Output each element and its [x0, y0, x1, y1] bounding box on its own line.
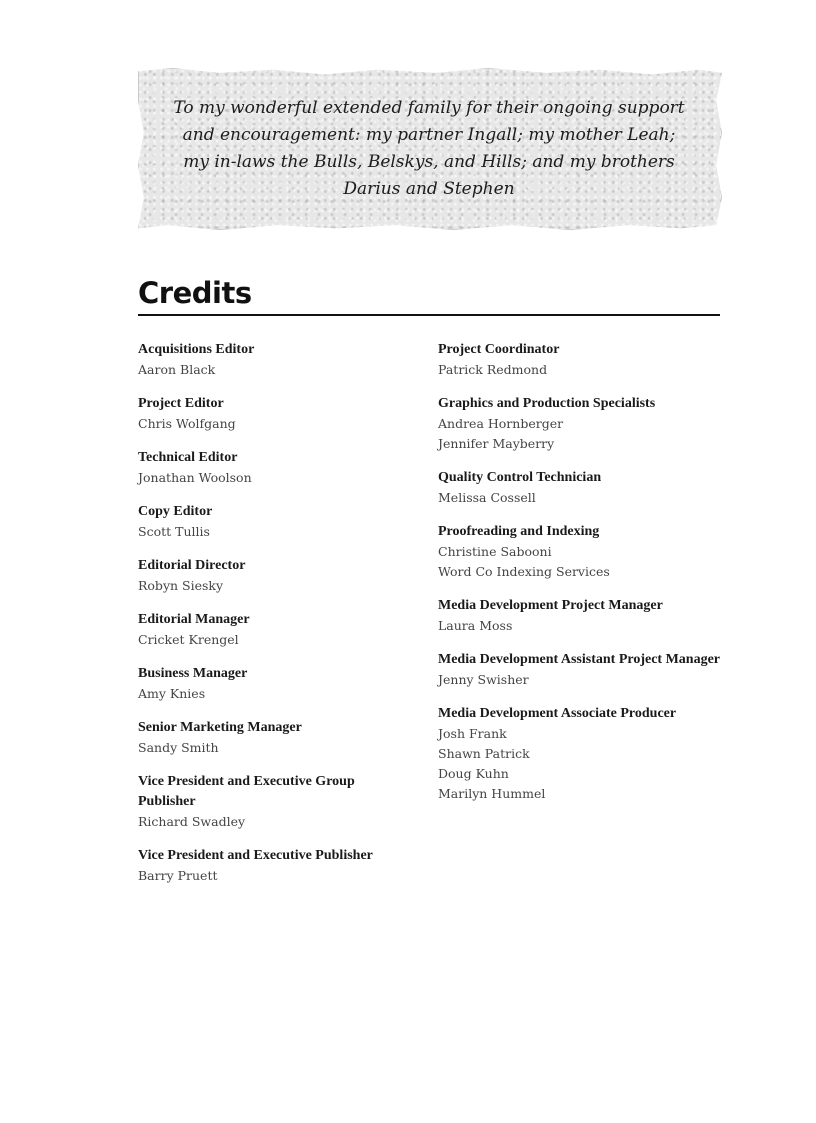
credit-name: Shawn Patrick [438, 746, 530, 761]
credit-name: Laura Moss [438, 618, 513, 633]
credit-role: Vice President and Executive Group Publisher [138, 774, 355, 809]
credit-entry [138, 610, 388, 650]
credit-role: Media Development Associate Producer [438, 706, 677, 721]
credit-role: Proofreading and Indexing [438, 524, 600, 539]
credit-name: Jonathan Woolson [138, 470, 252, 485]
credit-entry [138, 340, 388, 380]
credit-entry [438, 340, 728, 380]
credit-entry [138, 502, 388, 542]
credit-role: Quality Control Technician [438, 470, 602, 485]
credit-entry [438, 596, 728, 636]
credits-right-column [438, 340, 728, 818]
dedication-text [138, 95, 720, 203]
credit-name: Marilyn Hummel [438, 786, 546, 801]
credit-name: Chris Wolfgang [138, 416, 236, 431]
credit-name: Andrea Hornberger [438, 416, 564, 431]
credit-role: Technical Editor [138, 450, 238, 465]
credit-entry [138, 664, 388, 704]
credit-entry [438, 522, 728, 582]
credit-role: Editorial Manager [138, 612, 250, 627]
credit-name: Jennifer Mayberry [438, 436, 555, 451]
credit-name: Sandy Smith [138, 740, 219, 755]
credits-left-column [138, 340, 388, 900]
credit-name: Word Co Indexing Services [438, 564, 610, 579]
credit-name: Patrick Redmond [438, 362, 548, 377]
credit-entry [138, 718, 388, 758]
credit-name: Barry Pruett [138, 868, 218, 883]
credit-entry [438, 650, 728, 690]
title-divider [138, 314, 720, 316]
credit-name: Doug Kuhn [438, 766, 509, 781]
credit-role: Project Editor [138, 396, 224, 411]
credit-name: Josh Frank [438, 726, 507, 741]
credit-name: Jenny Swisher [438, 672, 529, 687]
credit-role: Media Development Assistant Project Manager [438, 652, 721, 667]
credit-entry [438, 394, 728, 454]
credit-name: Cricket Krengel [138, 632, 239, 647]
credit-role: Project Coordinator [438, 342, 560, 357]
credit-name: Scott Tullis [138, 524, 210, 539]
credit-role: Graphics and Production Specialists [438, 396, 656, 411]
credit-entry [438, 468, 728, 508]
credit-role: Vice President and Executive Publisher [138, 848, 373, 863]
credit-entry [138, 846, 388, 886]
credit-entry [138, 772, 388, 832]
page-title: Credits [138, 276, 252, 310]
credit-entry [438, 704, 728, 804]
dedication-line: To my wonderful extended family for their ongoing support [173, 98, 685, 118]
credit-name: Richard Swadley [138, 814, 246, 829]
dedication-line: and encouragement: my partner Ingall; my mother Leah; [182, 125, 676, 145]
credit-entry [138, 394, 388, 434]
credit-role: Business Manager [138, 666, 248, 681]
credit-role: Acquisitions Editor [138, 342, 255, 357]
dedication-line: my in-laws the Bulls, Belskys, and Hills; and my brothers [183, 152, 675, 172]
credit-name: Aaron Black [138, 362, 216, 377]
credit-name: Robyn Siesky [138, 578, 224, 593]
credit-name: Christine Sabooni [438, 544, 552, 559]
credit-role: Editorial Director [138, 558, 246, 573]
credit-entry [138, 448, 388, 488]
credit-entry [138, 556, 388, 596]
credit-name: Melissa Cossell [438, 490, 536, 505]
credit-role: Media Development Project Manager [438, 598, 663, 613]
credit-role: Copy Editor [138, 504, 213, 519]
credit-name: Amy Knies [138, 686, 206, 701]
credit-role: Senior Marketing Manager [138, 720, 302, 735]
dedication-line: Darius and Stephen [343, 179, 515, 199]
